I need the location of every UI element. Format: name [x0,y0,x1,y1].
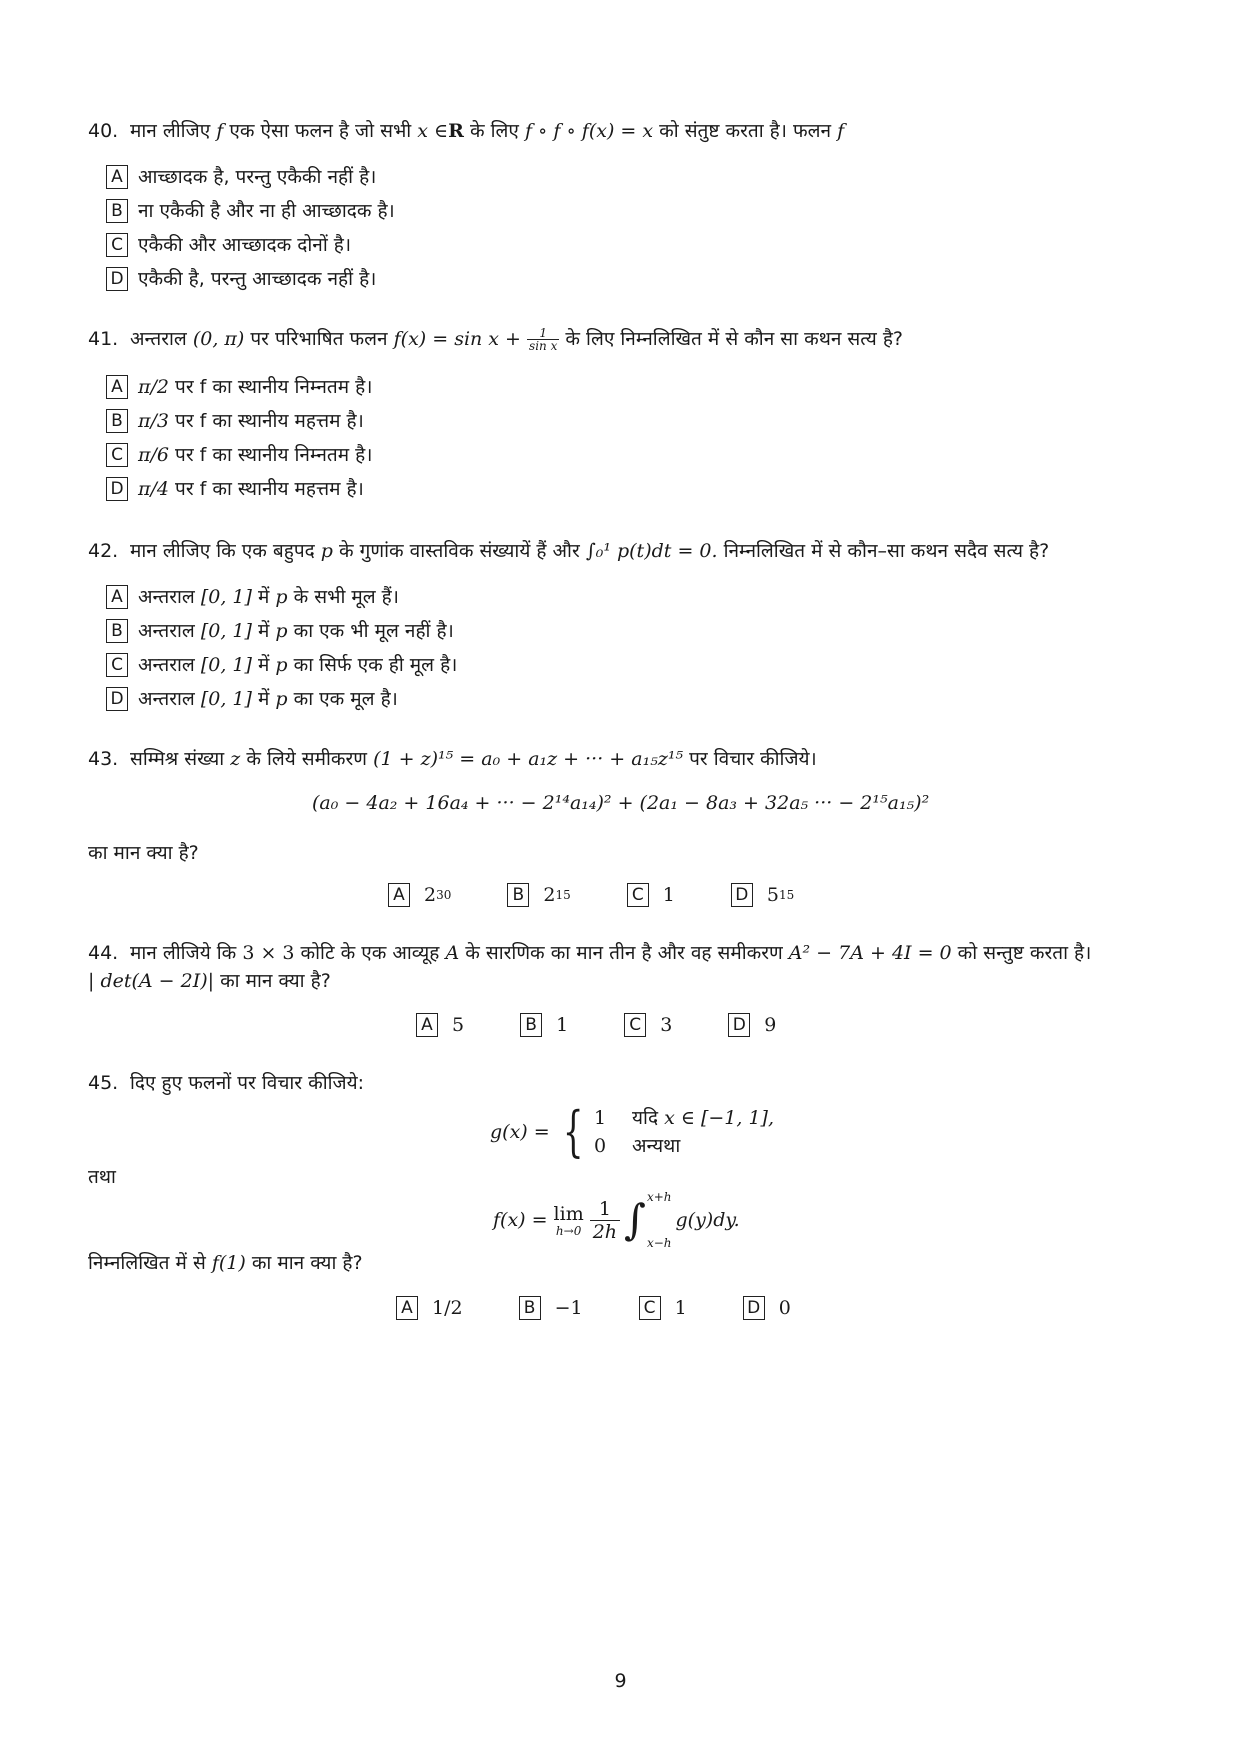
math: f(x) = sin x + [393,328,521,350]
fraction-numerator: 1 [590,1198,620,1221]
option-text: अन्तराल [138,586,195,608]
option-text: अन्तराल [138,688,195,710]
option-value: 1/2 [432,1297,463,1319]
option-box: D [106,687,128,711]
option-d[interactable] [743,1296,791,1320]
option-box: C [106,233,128,257]
options-40 [106,160,395,296]
option-box: A [416,1013,438,1037]
option-value: 5 [452,1014,465,1036]
option-exponent: 15 [778,888,795,902]
fraction [527,327,559,352]
option-box: D [743,1296,765,1320]
piecewise-function [490,1100,775,1163]
option-value: 2 [424,884,437,906]
math: f [216,120,224,142]
option-box: A [396,1296,418,1320]
math: g(y)dy. [675,1209,740,1231]
option-value: 5 [766,884,779,906]
question-45 [88,1070,364,1096]
question-text: के लिये समीकरण [246,748,368,770]
option-text: के सभी मूल हैं। [293,586,399,608]
option-value: 1 [556,1014,569,1036]
option-c[interactable] [627,883,675,907]
option-a[interactable] [106,160,395,194]
question-number: 45. [88,1072,119,1094]
option-c[interactable] [106,228,395,262]
integral-lower: x−h [646,1236,672,1250]
option-text: अन्तराल [138,654,195,676]
case-value: 0 [594,1135,607,1157]
option-text: पर f का स्थानीय महत्तम है। [175,410,364,432]
option-box: B [507,883,529,907]
math: f [837,120,845,142]
option-d[interactable] [106,682,457,716]
question-text: सम्मिश्र संख्या [130,748,225,770]
math: [0, 1] [200,654,252,676]
math: (1 + z)¹⁵ = a₀ + a₁z + ··· + a₁₅z¹⁵ [373,748,684,770]
limit [554,1203,584,1237]
option-box: B [106,409,128,433]
case-2 [594,1132,774,1160]
math: x ∈ [−1, 1], [664,1107,775,1129]
option-box: D [106,267,128,291]
math: p [275,654,288,676]
option-text: पर f का स्थानीय निम्नतम है। [175,376,373,398]
option-box: D [106,477,128,501]
option-box: D [728,1013,750,1037]
option-value: 0 [778,1297,791,1319]
option-a[interactable] [388,883,451,907]
option-value: −1 [554,1297,583,1319]
math: f ∘ f ∘ f(x) = x [524,120,654,142]
option-c[interactable] [106,438,372,472]
math: ∫₀¹ p(t)dt = 0. [585,540,718,562]
question-text: निम्नलिखित में से [88,1252,206,1274]
option-a[interactable] [396,1296,463,1320]
option-box: C [106,443,128,467]
fraction [590,1198,620,1243]
question-text: के सारणिक का मान तीन है और वह समीकरण [465,942,783,964]
question-text: के लिए निम्नलिखित में से कौन सा कथन सत्य है? [565,328,904,350]
options-41 [106,370,372,506]
math: f(x) = [493,1209,548,1231]
option-box: C [639,1296,661,1320]
question-text: का मान क्या है? [88,842,199,864]
option-text: ना एकैकी है और ना ही आच्छादक है। [138,200,395,222]
option-text: पर f का स्थानीय महत्तम है। [175,478,364,500]
fraction-denominator: 2h [592,1220,618,1243]
option-box: C [106,653,128,677]
question-42 [88,538,1049,564]
case-1 [594,1104,774,1132]
option-b[interactable] [106,404,372,438]
option-b[interactable] [106,614,457,648]
math: x ∈ [417,120,449,142]
option-box: B [106,199,128,223]
option-value: 9 [764,1014,777,1036]
option-b[interactable] [519,1296,583,1320]
question-text: पर परिभाषित फलन [250,328,388,350]
option-d[interactable] [731,883,794,907]
option-box: A [388,883,410,907]
case-text: यदि [632,1107,659,1129]
math: [0, 1] [200,620,252,642]
option-text: का एक मूल है। [293,688,398,710]
question-text: का मान क्या है? [220,970,331,992]
limit-label: lim [553,1203,584,1225]
option-text: पर f का स्थानीय निम्नतम है। [175,444,373,466]
math: p [275,620,288,642]
option-d[interactable] [728,1013,776,1037]
question-number: 43. [88,748,119,770]
math: π/3 [138,410,169,432]
option-a[interactable] [106,580,457,614]
option-value: 3 [660,1014,673,1036]
question-text: दिए हुए फलनों पर विचार कीजिये: [130,1072,365,1094]
option-value: 1 [674,1297,687,1319]
math: 3 × 3 [242,942,295,964]
question-text: पर विचार कीजिये। [689,748,817,770]
fraction-numerator: 1 [527,327,559,340]
question-text: का मान क्या है? [251,1252,363,1274]
question-text-cont [88,968,331,994]
question-44 [88,940,1091,966]
integral-limits [647,1190,672,1250]
case-text: अन्यथा [632,1135,681,1157]
math: R [448,120,464,142]
display-equation: (a₀ − 4a₂ + 16a₄ + ··· − 2¹⁴a₁₄)² + (2a₁ − 8a₃ + 32a₅ ··· − 2¹⁵a₁₅)² [312,792,930,814]
math: [0, 1] [200,586,252,608]
option-text: का सिर्फ एक ही मूल है। [293,654,458,676]
integral-upper: x+h [646,1190,672,1204]
math: π/2 [138,376,169,398]
option-exponent: 15 [555,888,571,902]
page-number: 9 [614,1670,627,1692]
question-text: को सन्तुष्ट करता है। [957,942,1092,964]
fraction-denominator: sin x [529,339,558,353]
integral [624,1190,671,1250]
math: A [445,942,460,964]
math: p [275,586,288,608]
option-text: में [257,688,270,710]
question-number: 41. [88,328,119,350]
question-text: निम्नलिखित में से कौन–सा कथन सदैव सत्य है? [723,540,1050,562]
question-text-cont [88,1250,363,1276]
options-44 [416,1013,832,1037]
option-box: A [106,165,128,189]
option-b[interactable] [106,194,395,228]
option-text: आच्छादक है, परन्तु एकैकी नहीं है। [138,166,377,188]
option-text: एकैकी और आच्छादक दोनों है। [138,234,352,256]
question-text: मान लीजिए कि एक बहुपद [130,540,315,562]
option-c[interactable] [106,648,457,682]
option-text: का एक भी मूल नहीं है। [293,620,454,642]
case-value: 1 [594,1107,607,1129]
math: A² − 7A + 4I = 0 [788,942,952,964]
option-d[interactable] [106,262,395,296]
question-text: के गुणांक वास्तविक संख्यायें हैं और [339,540,580,562]
math: p [275,688,288,710]
option-c[interactable] [624,1013,672,1037]
option-value: 2 [543,884,556,906]
option-text: अन्तराल [138,620,195,642]
option-text: एकैकी है, परन्तु आच्छादक नहीं है। [138,268,377,290]
question-text: मान लीजिये कि [130,942,237,964]
cases [594,1104,774,1160]
question-text: मान लीजिए [130,120,211,142]
option-b[interactable] [520,1013,568,1037]
option-box: C [627,883,649,907]
math: z [230,748,241,770]
option-value: 1 [662,884,675,906]
options-45 [396,1296,847,1320]
integral-symbol: ∫ [624,1195,646,1244]
option-box: C [624,1013,646,1037]
option-text: में [257,620,270,642]
option-text: में [257,654,270,676]
connector-text: तथा [88,1166,116,1188]
question-text: को संतुष्ट करता है। फलन [659,120,832,142]
brace-symbol: { [562,1100,584,1163]
option-b[interactable] [507,883,570,907]
limit-expression [493,1190,740,1250]
option-a[interactable] [416,1013,464,1037]
options-42 [106,580,457,716]
option-box: B [519,1296,541,1320]
option-box: A [106,375,128,399]
option-exponent: 30 [436,888,452,902]
question-number: 42. [88,540,119,562]
math: π/4 [138,478,169,500]
question-41 [88,326,903,352]
option-d[interactable] [106,472,372,506]
question-text: के लिए [469,120,519,142]
question-text: कोटि के एक आव्यूह [300,942,440,964]
option-box: A [106,585,128,609]
option-a[interactable] [106,370,372,404]
option-box: B [106,619,128,643]
math: g(x) = [490,1121,550,1143]
math: f(1) [211,1252,246,1274]
option-box: D [731,883,753,907]
question-text: अन्तराल [130,328,187,350]
options-43 [388,883,850,907]
question-40 [88,118,844,144]
question-number: 44. [88,942,119,964]
option-c[interactable] [639,1296,687,1320]
math: | det(A − 2I)| [88,970,215,992]
math: π/6 [138,444,169,466]
question-43 [88,746,817,772]
math: (0, π) [192,328,245,350]
question-number: 40. [88,120,119,142]
limit-subscript: h→0 [555,1224,582,1238]
option-text: में [257,586,270,608]
option-box: B [520,1013,542,1037]
math: p [320,540,333,562]
math: [0, 1] [200,688,252,710]
question-text: एक ऐसा फलन है जो सभी [229,120,412,142]
